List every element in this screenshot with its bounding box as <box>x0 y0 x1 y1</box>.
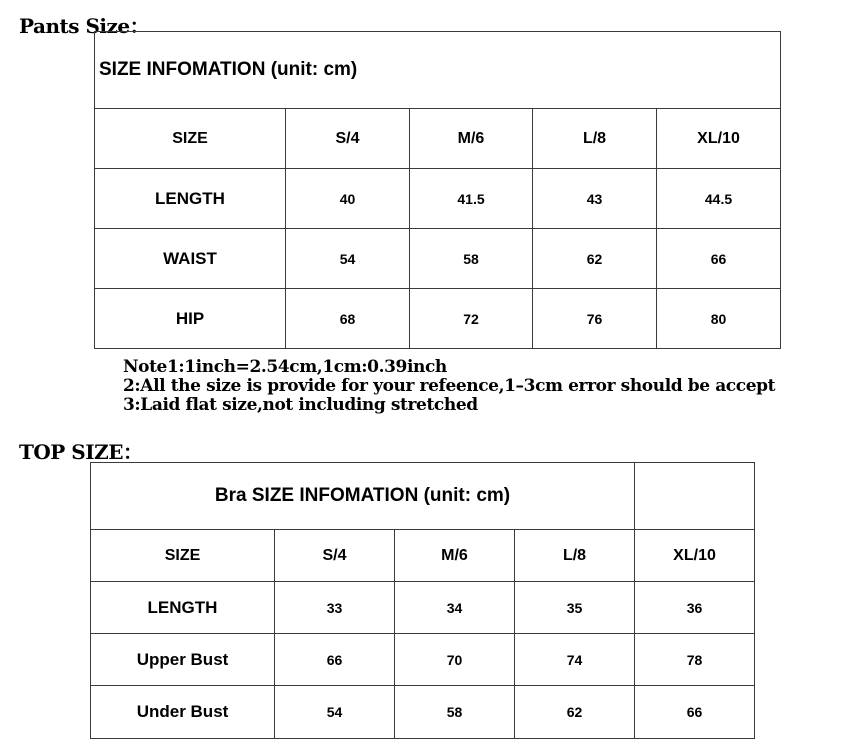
top-table-title: Bra SIZE INFOMATION (unit: cm) <box>91 463 635 530</box>
table-cell: 54 <box>275 686 395 739</box>
table-cell: 66 <box>635 686 755 739</box>
column-header: L/8 <box>533 109 657 169</box>
table-cell: 72 <box>410 289 533 349</box>
table-row <box>91 686 755 739</box>
table-row <box>95 229 781 289</box>
table-cell: 43 <box>533 169 657 229</box>
note-line: 2:All the size is provide for your refeence,1–3cm error should be accept <box>123 376 776 396</box>
size-notes <box>123 358 775 415</box>
table-row <box>95 169 781 229</box>
row-label: LENGTH <box>91 582 275 634</box>
column-header: SIZE <box>95 109 286 169</box>
table-cell: 80 <box>657 289 781 349</box>
table-cell: 35 <box>515 582 635 634</box>
column-header: XL/10 <box>635 530 755 582</box>
table-cell: 40 <box>286 169 410 229</box>
row-label: Upper Bust <box>91 634 275 686</box>
column-header: M/6 <box>410 109 533 169</box>
table-cell: 74 <box>515 634 635 686</box>
pants-size-heading: Pants Size： <box>19 14 150 38</box>
empty-cell <box>635 463 755 530</box>
table-row <box>95 289 781 349</box>
table-cell: 62 <box>533 229 657 289</box>
row-label: HIP <box>95 289 286 349</box>
table-cell: 44.5 <box>657 169 781 229</box>
column-header: XL/10 <box>657 109 781 169</box>
table-cell: 66 <box>275 634 395 686</box>
table-cell: 78 <box>635 634 755 686</box>
column-header: L/8 <box>515 530 635 582</box>
row-label: Under Bust <box>91 686 275 739</box>
table-row <box>91 582 755 634</box>
note-line: 3:Laid flat size,not including stretched <box>123 395 478 415</box>
table-cell: 76 <box>533 289 657 349</box>
table-cell: 34 <box>395 582 515 634</box>
table-cell: 62 <box>515 686 635 739</box>
row-label: WAIST <box>95 229 286 289</box>
top-size-table <box>90 462 755 739</box>
column-header: SIZE <box>91 530 275 582</box>
table-cell: 68 <box>286 289 410 349</box>
table-cell: 70 <box>395 634 515 686</box>
table-cell: 41.5 <box>410 169 533 229</box>
top-header-row <box>91 530 755 582</box>
pants-size-table <box>94 31 781 349</box>
table-cell: 36 <box>635 582 755 634</box>
table-cell: 66 <box>657 229 781 289</box>
column-header: S/4 <box>286 109 410 169</box>
pants-table-title: SIZE INFOMATION (unit: cm) <box>95 32 781 109</box>
note-line: Note1:1inch=2.54cm,1cm:0.39inch <box>123 357 447 377</box>
pants-header-row <box>95 109 781 169</box>
table-row <box>91 634 755 686</box>
column-header: M/6 <box>395 530 515 582</box>
table-cell: 58 <box>395 686 515 739</box>
table-cell: 58 <box>410 229 533 289</box>
row-label: LENGTH <box>95 169 286 229</box>
table-cell: 33 <box>275 582 395 634</box>
column-header: S/4 <box>275 530 395 582</box>
table-cell: 54 <box>286 229 410 289</box>
top-size-heading: TOP SIZE： <box>19 440 143 464</box>
